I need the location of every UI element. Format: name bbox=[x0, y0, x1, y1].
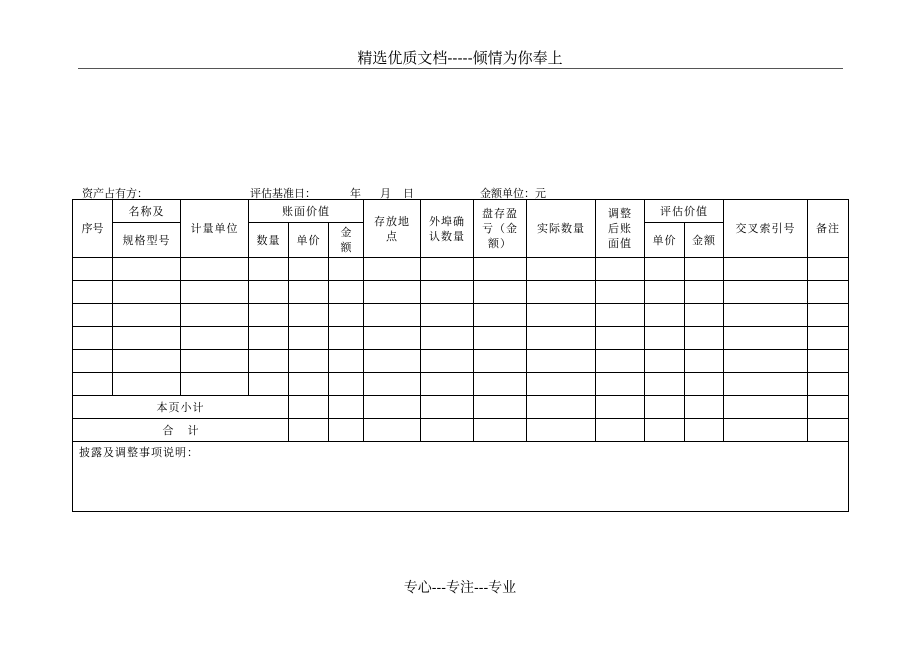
table-cell[interactable] bbox=[474, 327, 527, 350]
table-cell[interactable] bbox=[364, 281, 421, 304]
table-cell[interactable] bbox=[596, 419, 645, 442]
disclosure-notes[interactable]: 披露及调整事项说明： bbox=[73, 442, 849, 512]
table-cell[interactable] bbox=[73, 373, 113, 396]
table-cell[interactable] bbox=[808, 419, 849, 442]
header-book-amount: 金 额 bbox=[329, 223, 364, 258]
table-cell[interactable] bbox=[249, 350, 289, 373]
table-cell[interactable] bbox=[289, 304, 329, 327]
table-cell[interactable] bbox=[645, 281, 685, 304]
header-remark: 备注 bbox=[808, 200, 849, 258]
table-cell[interactable] bbox=[289, 281, 329, 304]
table-cell[interactable] bbox=[474, 304, 527, 327]
table-cell[interactable] bbox=[113, 350, 181, 373]
table-cell[interactable] bbox=[474, 281, 527, 304]
table-cell[interactable] bbox=[645, 327, 685, 350]
page-subtotal-label: 本页小计 bbox=[73, 396, 289, 419]
table-cell[interactable] bbox=[329, 304, 364, 327]
table-cell[interactable] bbox=[808, 373, 849, 396]
table-cell[interactable] bbox=[249, 304, 289, 327]
table-cell[interactable] bbox=[527, 396, 596, 419]
amount-unit-label: 金额单位：元 bbox=[480, 187, 546, 200]
table-cell[interactable] bbox=[73, 258, 113, 281]
header-appraised-amount: 金额 bbox=[685, 223, 724, 258]
owner-label: 资产占有方： bbox=[82, 187, 148, 200]
table-cell[interactable] bbox=[724, 258, 808, 281]
header-book-price: 单价 bbox=[289, 223, 329, 258]
table-cell[interactable] bbox=[289, 327, 329, 350]
table-cell[interactable] bbox=[527, 373, 596, 396]
table-cell[interactable] bbox=[808, 281, 849, 304]
table-cell[interactable] bbox=[596, 327, 645, 350]
table-cell[interactable] bbox=[289, 350, 329, 373]
table-cell[interactable] bbox=[808, 258, 849, 281]
day-label: 日 bbox=[403, 187, 414, 200]
month-label: 月 bbox=[380, 187, 391, 200]
table-cell[interactable] bbox=[685, 327, 724, 350]
header-adjusted-book-value: 调整 后账 面值 bbox=[596, 200, 645, 258]
table-cell[interactable] bbox=[685, 350, 724, 373]
table-cell[interactable] bbox=[421, 304, 474, 327]
table-cell[interactable] bbox=[113, 258, 181, 281]
table-cell[interactable] bbox=[181, 327, 249, 350]
table-cell[interactable] bbox=[421, 373, 474, 396]
header-book-value: 账面价值 bbox=[249, 200, 364, 223]
table-cell[interactable] bbox=[421, 350, 474, 373]
table-cell[interactable] bbox=[329, 350, 364, 373]
table-cell[interactable] bbox=[249, 281, 289, 304]
table-cell[interactable] bbox=[527, 327, 596, 350]
table-cell[interactable] bbox=[596, 350, 645, 373]
table-cell[interactable] bbox=[685, 304, 724, 327]
table-row bbox=[73, 304, 849, 327]
table-cell[interactable] bbox=[364, 258, 421, 281]
table-cell[interactable] bbox=[113, 373, 181, 396]
table-cell[interactable] bbox=[181, 304, 249, 327]
header-name-line2: 规格型号 bbox=[113, 223, 181, 258]
total-row bbox=[73, 419, 849, 442]
table-cell[interactable] bbox=[645, 419, 685, 442]
table-cell[interactable] bbox=[289, 419, 329, 442]
table-cell[interactable] bbox=[527, 350, 596, 373]
table-cell[interactable] bbox=[289, 258, 329, 281]
header-rule bbox=[78, 68, 843, 69]
year-label: 年 bbox=[350, 187, 361, 200]
table-row bbox=[73, 373, 849, 396]
table-cell[interactable] bbox=[596, 304, 645, 327]
table-row bbox=[73, 350, 849, 373]
table-cell[interactable] bbox=[329, 396, 364, 419]
valuation-date-label: 评估基准日： bbox=[250, 187, 316, 200]
table-cell[interactable] bbox=[724, 327, 808, 350]
header-appraised-value: 评估价值 bbox=[645, 200, 724, 223]
table-cell[interactable] bbox=[364, 327, 421, 350]
table-cell[interactable] bbox=[645, 350, 685, 373]
page-header: 精选优质文档-----倾情为你奉上 bbox=[357, 49, 563, 67]
asset-form-table bbox=[72, 199, 848, 512]
table-cell[interactable] bbox=[685, 419, 724, 442]
table-cell[interactable] bbox=[685, 396, 724, 419]
table-cell[interactable] bbox=[329, 373, 364, 396]
table-cell[interactable] bbox=[808, 304, 849, 327]
table-cell[interactable] bbox=[181, 258, 249, 281]
header-actual-qty: 实际数量 bbox=[527, 200, 596, 258]
table-cell[interactable] bbox=[596, 373, 645, 396]
header-seq: 序号 bbox=[73, 200, 113, 258]
table-cell[interactable] bbox=[421, 258, 474, 281]
table-cell[interactable] bbox=[181, 350, 249, 373]
table-cell[interactable] bbox=[645, 304, 685, 327]
header-external-confirm: 外埠确 认数量 bbox=[421, 200, 474, 258]
table-cell[interactable] bbox=[596, 281, 645, 304]
table-cell[interactable] bbox=[596, 396, 645, 419]
table-cell[interactable] bbox=[329, 281, 364, 304]
table-cell[interactable] bbox=[527, 258, 596, 281]
table-cell[interactable] bbox=[364, 396, 421, 419]
header-inventory-gain-loss: 盘存盈 亏（金 额） bbox=[474, 200, 527, 258]
table-cell[interactable] bbox=[249, 373, 289, 396]
table-cell[interactable] bbox=[421, 281, 474, 304]
table-cell[interactable] bbox=[685, 281, 724, 304]
table-cell[interactable] bbox=[808, 327, 849, 350]
table-cell[interactable] bbox=[289, 396, 329, 419]
table-cell[interactable] bbox=[181, 373, 249, 396]
total-label: 合 计 bbox=[73, 419, 289, 442]
table-cell[interactable] bbox=[645, 373, 685, 396]
table-cell[interactable] bbox=[724, 281, 808, 304]
table-cell[interactable] bbox=[724, 304, 808, 327]
table-cell[interactable] bbox=[73, 281, 113, 304]
table-row bbox=[73, 281, 849, 304]
table-cell[interactable] bbox=[364, 373, 421, 396]
table-cell[interactable] bbox=[364, 350, 421, 373]
table-cell[interactable] bbox=[113, 281, 181, 304]
header-name-line1: 名称及 bbox=[113, 200, 181, 223]
table-cell[interactable] bbox=[645, 396, 685, 419]
table-cell[interactable] bbox=[474, 258, 527, 281]
table-cell[interactable] bbox=[808, 350, 849, 373]
table-cell[interactable] bbox=[364, 304, 421, 327]
header-book-qty: 数量 bbox=[249, 223, 289, 258]
table-cell[interactable] bbox=[329, 258, 364, 281]
table-cell[interactable] bbox=[421, 396, 474, 419]
table-cell[interactable] bbox=[73, 350, 113, 373]
table-cell[interactable] bbox=[421, 419, 474, 442]
table-cell[interactable] bbox=[181, 281, 249, 304]
table-cell[interactable] bbox=[527, 304, 596, 327]
header-unit: 计量单位 bbox=[181, 200, 249, 258]
table-cell[interactable] bbox=[474, 350, 527, 373]
table-row bbox=[73, 258, 849, 281]
table-cell[interactable] bbox=[527, 419, 596, 442]
table-cell[interactable] bbox=[364, 419, 421, 442]
table-cell[interactable] bbox=[527, 281, 596, 304]
table-cell[interactable] bbox=[474, 373, 527, 396]
table-cell[interactable] bbox=[421, 327, 474, 350]
table-cell[interactable] bbox=[113, 327, 181, 350]
table-cell[interactable] bbox=[73, 327, 113, 350]
table-cell[interactable] bbox=[113, 304, 181, 327]
table-cell[interactable] bbox=[724, 373, 808, 396]
table-cell[interactable] bbox=[329, 327, 364, 350]
table-cell[interactable] bbox=[596, 258, 645, 281]
table-cell[interactable] bbox=[289, 373, 329, 396]
table-cell[interactable] bbox=[645, 258, 685, 281]
table-cell[interactable] bbox=[724, 419, 808, 442]
table-cell[interactable] bbox=[329, 419, 364, 442]
table-cell[interactable] bbox=[724, 396, 808, 419]
header-location: 存放地 点 bbox=[364, 200, 421, 258]
header-appraised-price: 单价 bbox=[645, 223, 685, 258]
header-cross-ref: 交叉索引号 bbox=[724, 200, 808, 258]
table-cell[interactable] bbox=[724, 350, 808, 373]
table-cell[interactable] bbox=[249, 327, 289, 350]
table-cell[interactable] bbox=[73, 304, 113, 327]
table-cell[interactable] bbox=[685, 258, 724, 281]
table-cell[interactable] bbox=[808, 396, 849, 419]
table-cell[interactable] bbox=[474, 419, 527, 442]
table-cell[interactable] bbox=[685, 373, 724, 396]
table-row bbox=[73, 327, 849, 350]
table-cell[interactable] bbox=[249, 258, 289, 281]
page-footer: 专心---专注---专业 bbox=[403, 580, 517, 596]
table-cell[interactable] bbox=[474, 396, 527, 419]
page-subtotal-row bbox=[73, 396, 849, 419]
